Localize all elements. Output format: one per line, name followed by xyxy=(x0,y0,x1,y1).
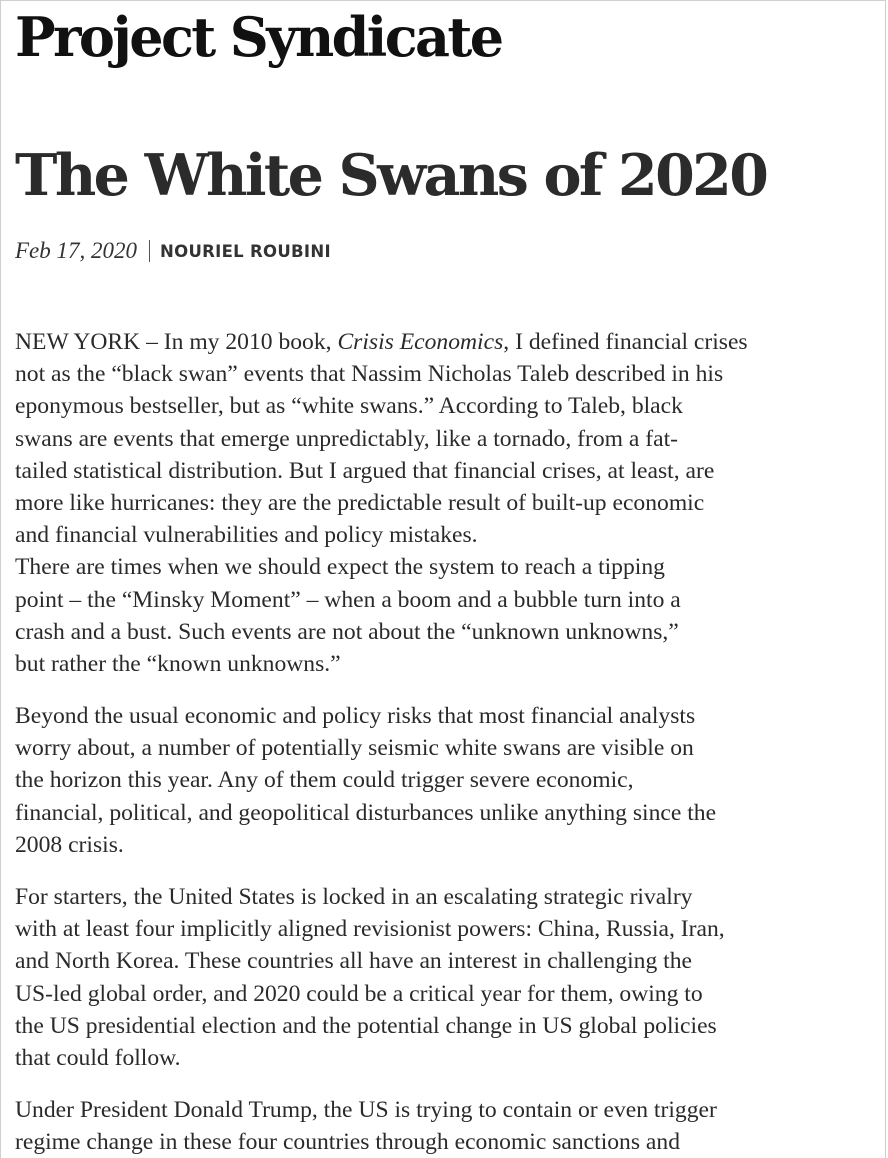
text-line: financial, political, and geopolitical disturbances unlike anything since the xyxy=(15,799,717,826)
book-title: Crisis Economics xyxy=(337,329,504,355)
text-line: that could follow. xyxy=(15,1044,181,1071)
text-line: tailed statistical distribution. But I argued that financial crises, at least, are xyxy=(15,457,715,484)
text-line: not as the “black swan” events that Nassim Nicholas Taleb described in his xyxy=(15,361,724,388)
text-line: more like hurricanes: they are the predictable result of built-up economic xyxy=(15,489,705,516)
text-line: and North Korea. These countries all have an interest in challenging the xyxy=(15,948,692,975)
article-body xyxy=(15,326,881,1158)
text-line: with at least four implicitly aligned revisionist powers: China, Russia, Iran, xyxy=(15,916,725,943)
paragraph xyxy=(15,1094,881,1158)
paragraph xyxy=(15,700,881,861)
author-name[interactable]: NOURIEL ROUBINI xyxy=(160,241,331,261)
site-logo[interactable]: Project Syndicate xyxy=(15,5,502,69)
text-line: but rather the “known unknowns.” xyxy=(15,650,341,677)
text-line: Under President Donald Trump, the US is trying to contain or even trigger xyxy=(15,1097,717,1124)
text-line: worry about, a number of potentially seismic white swans are visible on xyxy=(15,735,694,762)
text-line: Beyond the usual economic and policy risks that most financial analysts xyxy=(15,703,696,730)
byline xyxy=(15,235,331,267)
text-line: crash and a bust. Such events are not about the “unknown unknowns,” xyxy=(15,618,679,645)
text-line: 2008 crisis. xyxy=(15,831,124,858)
text-line: the horizon this year. Any of them could trigger severe economic, xyxy=(15,767,634,794)
text-line: and financial vulnerabilities and policy mistakes. xyxy=(15,522,478,549)
byline-separator xyxy=(149,240,150,262)
text-line: the US presidential election and the potential change in US global policies xyxy=(15,1012,717,1039)
text-line: For starters, the United States is locked in an escalating strategic rivalry xyxy=(15,884,693,910)
paragraph xyxy=(15,551,881,680)
text-line: swans are events that emerge unpredictably, like a tornado, from a fat- xyxy=(15,425,678,452)
text-line: There are times when we should expect the system to reach a tipping xyxy=(15,554,665,581)
text-line: US-led global order, and 2020 could be a critical year for them, owing to xyxy=(15,980,703,1007)
text-line: NEW YORK – In my 2010 book, Crisis Economics, I defined financial crises xyxy=(15,329,748,355)
paragraph xyxy=(15,881,881,1074)
text-line: point – the “Minsky Moment” – when a boom and a bubble turn into a xyxy=(15,586,681,613)
article-title: The White Swans of 2020 xyxy=(15,142,767,209)
paragraph xyxy=(15,326,881,551)
publish-date: Feb 17, 2020 xyxy=(15,238,138,263)
text-line: regime change in these four countries through economic sanctions and xyxy=(15,1129,681,1156)
text-line: eponymous bestseller, but as “white swans.” According to Taleb, black xyxy=(15,393,683,420)
